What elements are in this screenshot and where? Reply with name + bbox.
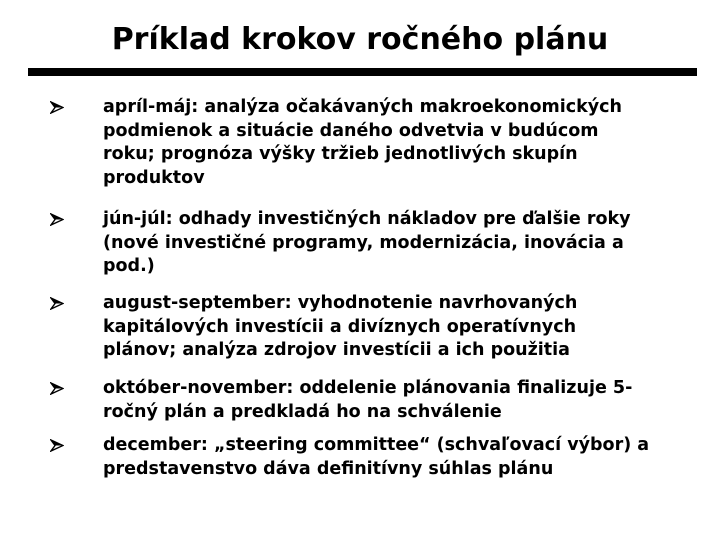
arrowhead-bullet-icon	[50, 434, 68, 456]
arrowhead-bullet-icon	[50, 292, 68, 314]
arrowhead-bullet-icon	[50, 96, 68, 118]
bullet-line: august-september: vyhodnotenie navrhovaných	[103, 293, 578, 313]
slide-title: Príklad krokov ročného plánu	[111, 22, 609, 57]
bullet-line: pod.)	[103, 256, 155, 276]
arrowhead-bullet-icon	[50, 208, 68, 230]
bullet-line: kapitálových investícii a divíznych operatívnych	[103, 316, 577, 337]
bullet-text	[103, 208, 663, 279]
bullet-text	[103, 96, 663, 190]
bullet-line: jún-júl: odhady investičných nákladov pre ďalšie roky	[103, 209, 631, 229]
bullet-line: plánov; analýza zdrojov investícii a ich použitia	[103, 340, 570, 360]
bullet-line: apríl-máj: analýza očakávaných makroekonomických	[103, 97, 622, 117]
bullet-line: október-november: oddelenie plánovania finalizuje 5-	[103, 378, 633, 398]
bullet-line: december: „steering committee“ (schvaľovací výbor) a	[103, 435, 650, 455]
bullet-line: ročný plán a predkladá ho na schválenie	[103, 401, 502, 422]
bullet-line: predstavenstvo dáva definitívny súhlas plánu	[103, 458, 554, 479]
bullet-line: produktov	[103, 167, 205, 188]
bullet-line: roku; prognóza výšky tržieb jednotlivých skupín	[103, 144, 578, 164]
bullet-line: (nové investičné programy, modernizácia, inovácia a	[103, 232, 624, 253]
arrowhead-bullet-icon	[50, 377, 68, 399]
bullet-line: podmienok a situácie daného odvetvia v budúcom	[103, 120, 599, 141]
bullet-text	[103, 434, 663, 481]
bullet-text	[103, 292, 663, 363]
bullet-text	[103, 377, 663, 424]
